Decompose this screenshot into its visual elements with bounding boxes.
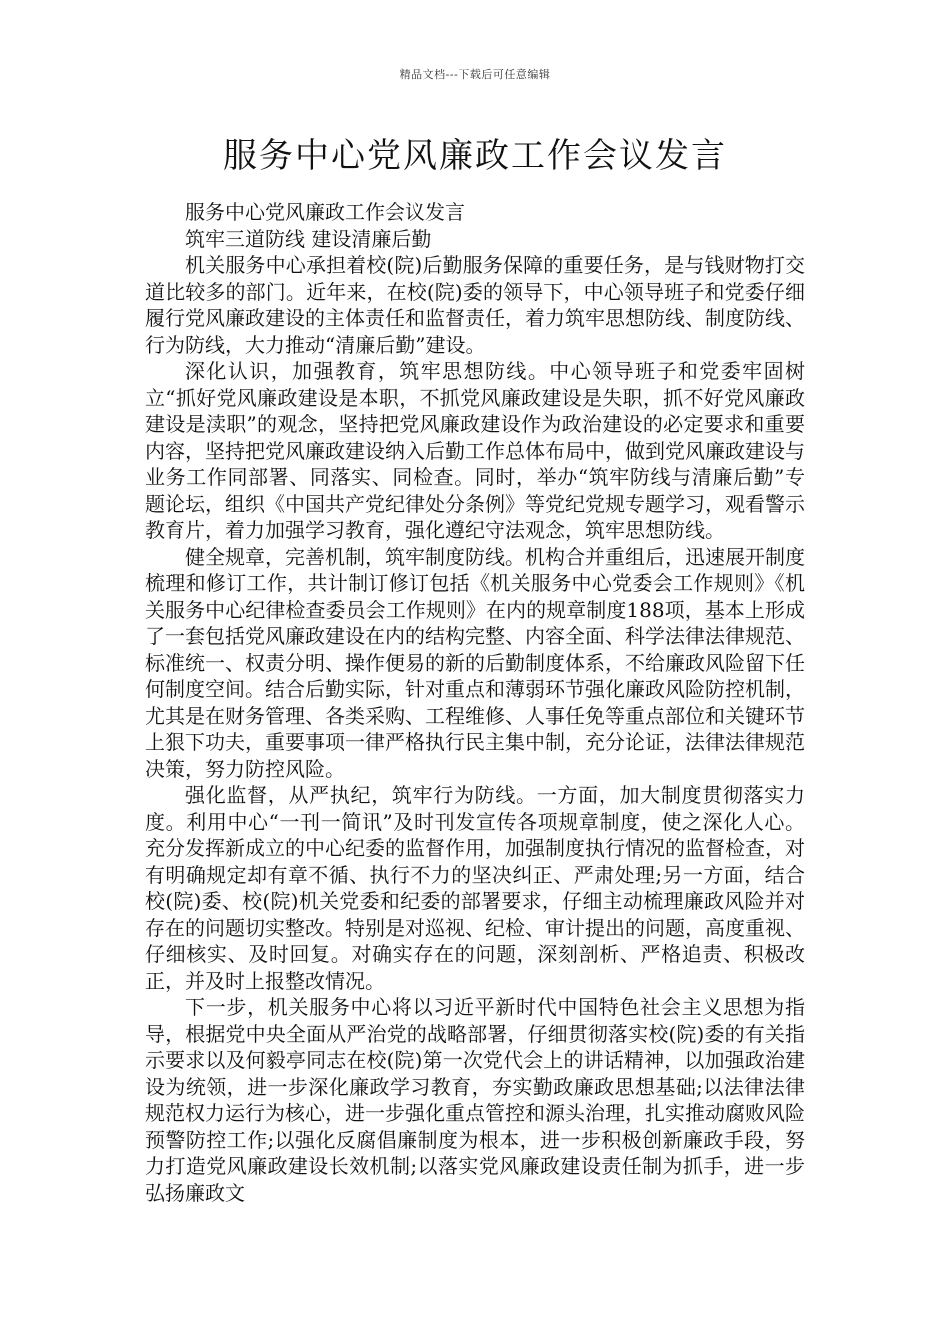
body-paragraph-supervision: 强化监督，从严执纪，筑牢行为防线。一方面，加大制度贯彻落实力度。利用中心“一刊一简讯”及时刊发宣传各项规章制度，使之深化人心。充分发挥新成立的中心纪委的监督作用，加强制度执行情况的监督检查，对有明确规定却有章不循、执行不力的坚决纠正、严肃处理;另一方面，结合校(院)委、校(院)机关党委和纪委的部署要求，仔细主动梳理廉政风险并对存在的问题切实整改。特别是对巡视、纪检、审计提出的问题，高度重视、仔细核实、及时回复。对确实存在的问题，深刻剖析、严格追责、积极改正，并及时上报整改情况。 (145, 783, 805, 993)
body-paragraph-next-steps: 下一步，机关服务中心将以习近平新时代中国特色社会主义思想为指导，根据党中央全面从严治党的战略部署，仔细贯彻落实校(院)委的有关指示要求以及何毅亭同志在校(院)第一次党代会上的讲话精神，以加强政治建设为统领，进一步深化廉政学习教育，夯实勤政廉政思想基础;以法律法律规范权力运行为核心，进一步强化重点管控和源头治理，扎实推动腐败风险预警防控工作;以强化反腐倡廉制度为根本，进一步积极创新廉政手段，努力打造党风廉政建设长效机制;以落实党风廉政建设责任制为抓手，进一步弘扬廉政文 (145, 995, 805, 1205)
body-paragraph-ideology: 深化认识，加强教育，筑牢思想防线。中心领导班子和党委牢固树立“抓好党风廉政建设是本职，不抓党风廉政建设是失职，抓不好党风廉政建设是渎职”的观念，坚持把党风廉政建设作为政治建设的必定要求和重要内容，坚持把党风廉政建设纳入后勤工作总体布局中，做到党风廉政建设与业务工作同部署、同落实、同检查。同时，举办“筑牢防线与清廉后勤”专题论坛，组织《中国共产党纪律处分条例》等党纪党规专题学习，观看警示教育片，着力加强学习教育，强化遵纪守法观念，筑牢思想防线。 (145, 359, 805, 542)
body-paragraph-system: 健全规章，完善机制，筑牢制度防线。机构合并重组后，迅速展开制度梳理和修订工作，共计制订修订包括《机关服务中心党委会工作规则》《机关服务中心纪律检查委员会工作规则》在内的规章制度188项，基本上形成了一套包括党风廉政建设在内的结构完整、内容全面、科学法律法律规范、标准统一、权责分明、操作便易的新的后勤制度体系，不给廉政风险留下任何制度空间。结合后勤实际，针对重点和薄弱环节强化廉政风险防控机制，尤其是在财务管理、各类采购、工程维修、人事任免等重点部位和关键环节上狠下功夫，重要事项一律严格执行民主集中制，充分论证，法律法律规范决策，努力防控风险。 (145, 544, 805, 781)
document-title: 服务中心党风廉政工作会议发言 (223, 136, 727, 176)
body-paragraph-subtitle: 服务中心党风廉政工作会议发言 (185, 200, 465, 224)
header-note: 精品文档---下载后可任意编辑 (399, 68, 551, 81)
document-body (145, 199, 805, 1206)
body-paragraph-intro: 机关服务中心承担着校(院)后勤服务保障的重要任务，是与钱财物打交道比较多的部门。近年来，在校(院)委的领导下，中心领导班子和党委仔细履行党风廉政建设的主体责任和监督责任，着力筑牢思想防线、制度防线、行为防线，大力推动“清廉后勤”建设。 (145, 253, 805, 357)
body-paragraph-theme: 筑牢三道防线 建设清廉后勤 (185, 226, 432, 251)
